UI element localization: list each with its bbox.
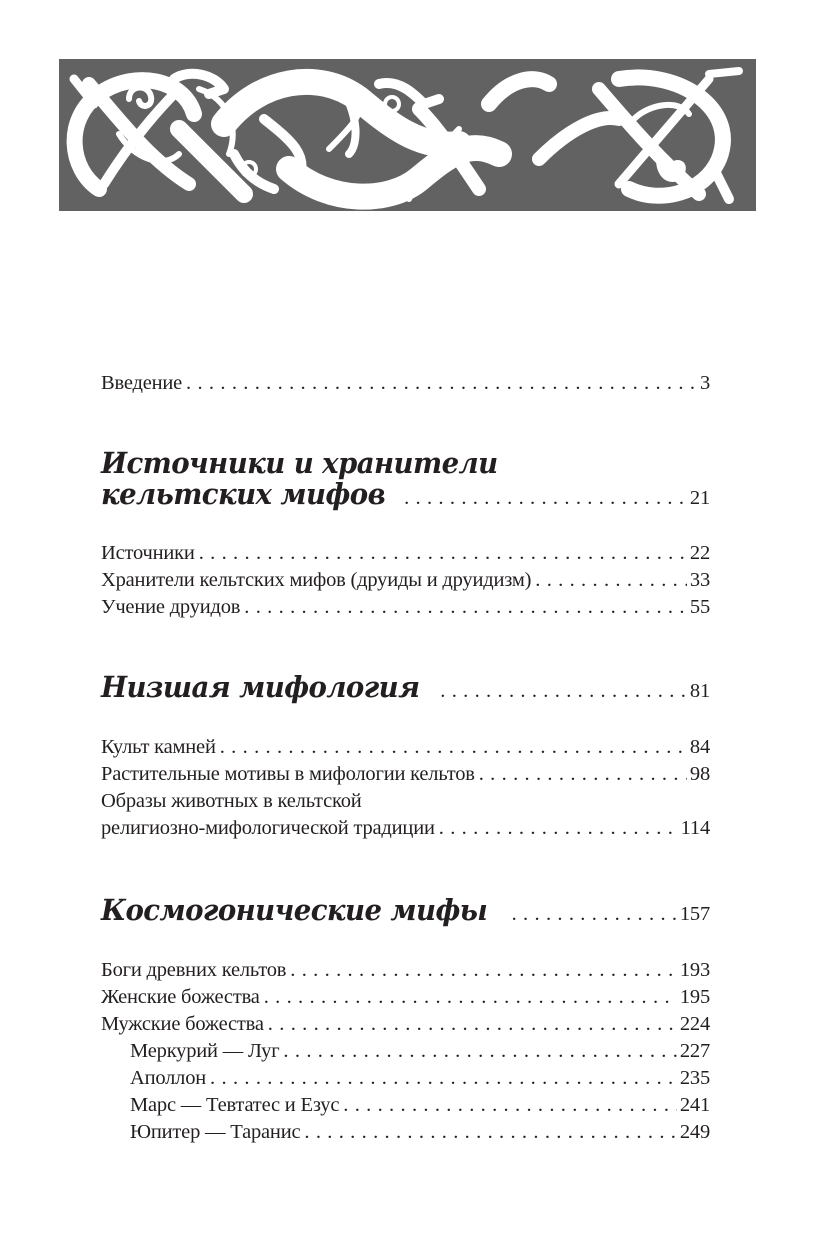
section-title: Низшая мифология [101,670,420,704]
toc-entry-title: Хранители кельтских мифов (друиды и друидизм) [101,569,532,591]
toc-entry[interactable] [101,984,710,1010]
dot-leader [440,676,687,706]
section-title: Космогонические мифы [101,893,488,927]
toc-entry-title: Меркурий — Луг [130,1040,280,1062]
toc-entry[interactable] [101,734,710,760]
section-heading-lower-mythology[interactable] [101,672,710,706]
dot-leader [220,734,687,760]
toc-subentry[interactable] [101,1065,710,1091]
toc-page-number: 249 [679,1121,710,1143]
dot-leader [304,1119,676,1145]
toc-entry-title: Марс — Тевтатес и Езус [130,1094,340,1116]
toc-page-number: 235 [679,1067,710,1089]
toc-entry-title: Учение друидов [101,596,241,618]
celtic-ornament-banner [59,59,756,211]
toc-page-number: 241 [679,1094,710,1116]
toc-page-number: 114 [680,817,710,839]
toc-subentry[interactable] [101,1092,710,1118]
toc-entry-title-line2: религиозно-мифологической традиции [101,817,435,839]
dot-leader [512,899,677,929]
dot-leader [283,1038,676,1064]
toc-entry[interactable] [101,540,710,566]
toc-entry-title: Юпитер — Таранис [130,1121,301,1143]
section-heading-sources-line2[interactable] [101,479,710,513]
toc-page-number: 157 [679,903,710,925]
toc-entry[interactable] [101,594,710,620]
toc-entry[interactable] [101,957,710,983]
toc-entry-title: Источники [101,542,195,564]
toc-entry-title-line1: Образы животных в кельтской [101,790,362,812]
toc-entry-title: Введение [101,372,183,394]
toc-entry[interactable] [101,1011,710,1037]
toc-page-number: 33 [689,569,710,591]
toc-entry[interactable] [101,761,710,787]
dot-leader [264,984,677,1010]
toc-entry-title: Культ камней [101,736,216,758]
dot-leader [186,370,697,396]
toc-entry-intro[interactable] [101,370,710,396]
toc-entry-title: Аполлон [130,1067,207,1089]
toc-page-number: 21 [689,487,710,509]
dot-leader [439,815,678,841]
dot-leader [404,483,687,513]
toc-subentry[interactable] [101,1119,710,1145]
toc-entry-line2[interactable] [101,815,710,841]
toc-page-number: 195 [679,986,710,1008]
toc-entry-title: Мужские божества [101,1013,264,1035]
toc-page-number: 227 [679,1040,710,1062]
toc-page-number: 98 [689,763,710,785]
toc-page-number: 55 [689,596,710,618]
toc-entry-title: Растительные мотивы в мифологии кельтов [101,763,475,785]
toc-entry-line1[interactable] [101,788,710,814]
dot-leader [343,1092,677,1118]
toc-page-number: 84 [689,736,710,758]
dot-leader [244,594,687,620]
dot-leader [268,1011,677,1037]
celtic-knot-icon [59,59,756,211]
toc-entry-title: Боги древних кельтов [101,959,287,981]
toc-page-number: 3 [699,372,710,394]
section-heading-sources[interactable] [101,448,710,478]
dot-leader [290,957,677,983]
toc-entry-title: Женские божества [101,986,260,1008]
dot-leader [199,540,687,566]
toc-page-number: 81 [689,680,710,702]
section-title-line2: кельтских мифов [101,477,386,511]
toc-page-number: 22 [689,542,710,564]
toc-page-number: 193 [679,959,710,981]
dot-leader [479,761,687,787]
dot-leader [535,567,687,593]
toc-subentry[interactable] [101,1038,710,1064]
dot-leader [210,1065,677,1091]
toc-page-number: 224 [679,1013,710,1035]
section-title-line1: Источники и хранители [101,446,498,480]
section-heading-cosmogonic-myths[interactable] [101,895,710,929]
toc-entry[interactable] [101,567,710,593]
